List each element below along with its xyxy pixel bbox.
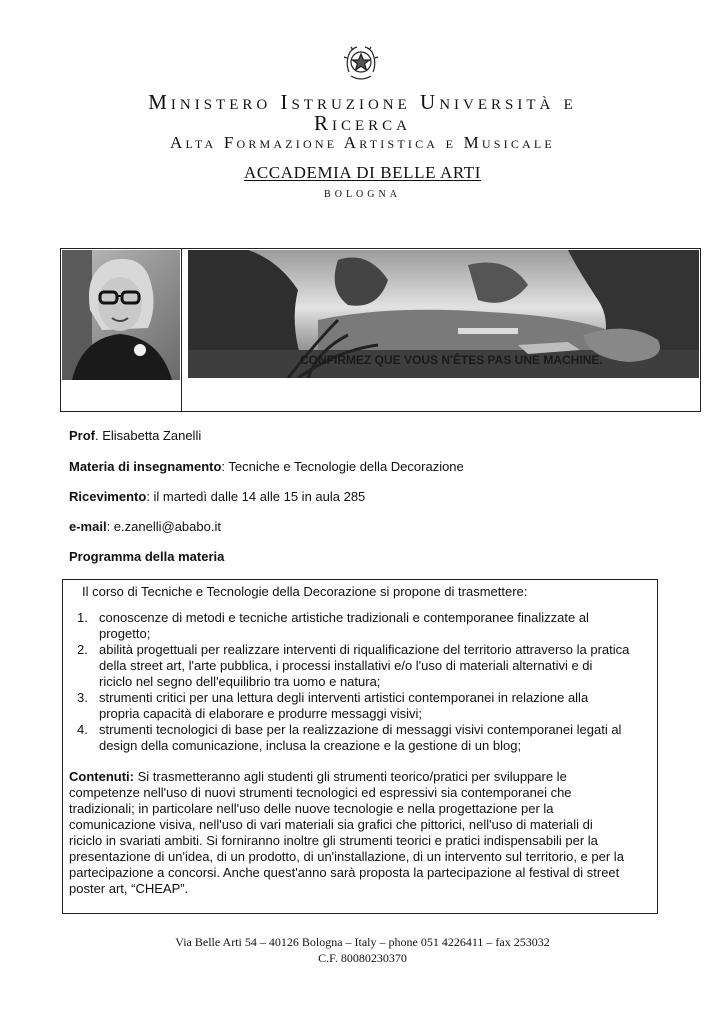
subject-label: Materia di insegnamento (69, 459, 222, 474)
photo-table-divider (181, 249, 182, 411)
footer-tax-code: C.F. 80080230370 (318, 951, 407, 965)
objective-text-line: della street art, l'arte pubblica, i processi installativi e/o l'uso di materiali alternativi e di (99, 658, 593, 673)
ministry-line-1: Ministero Istruzione Università e (148, 90, 577, 114)
subject-value: : Tecniche e Tecnologie della Decorazione (221, 459, 464, 474)
objective-item (69, 610, 653, 642)
banner-caption: CONFIRMEZ QUE VOUS N'ÊTES PAS UNE MACHINE. (300, 353, 603, 367)
contents-line: riciclo in svariati ambiti. Si forniranno inoltre gli strumenti teorici e pratici indispensabili per la (69, 833, 598, 848)
accademia-name: ACCADEMIA DI BELLE ARTI (243, 163, 482, 182)
city-name: BOLOGNA (324, 189, 401, 200)
subject-line (69, 459, 464, 475)
objective-text-line: progetto; (99, 626, 151, 641)
contents-line: comunicazione visiva, nell'uso di vari materiali sia grafici che pittorici, nell'uso di materiali di (69, 817, 593, 832)
portrait-photo (62, 250, 180, 380)
objective-item (69, 722, 653, 754)
photo-table (60, 248, 701, 412)
contents-line (69, 769, 654, 785)
objective-text-line: riciclo nel segno dell'equilibrio tra uomo e natura; (99, 674, 381, 689)
program-intro: Il corso di Tecniche e Tecnologie della Decorazione si propone di trasmettere: (82, 584, 528, 599)
contents-line: poster art, “CHEAP”. (69, 881, 189, 896)
accademia-title (0, 163, 725, 183)
email-value: : e.zanelli@ababo.it (106, 519, 221, 534)
professor-name: . Elisabetta Zanelli (95, 428, 202, 443)
objective-text-line: design della comunicazione, inclusa la creazione e la gestione di un blog; (99, 738, 522, 753)
afam-title: Alta Formazione Artistica e Musicale (170, 133, 555, 152)
contents-text: Si trasmetteranno agli studenti gli strumenti teorico/pratici per sviluppare le (133, 769, 567, 784)
professor-label: Prof (69, 428, 95, 443)
objective-item (69, 642, 653, 690)
objective-text-line: conoscenze di metodi e tecniche artistiche tradizionali e contemporanee finalizzate al (99, 610, 589, 625)
program-heading-text: Programma della materia (69, 549, 225, 564)
objective-text-line: strumenti critici per una lettura degli interventi artistici contemporanei in relazione alla (99, 690, 589, 705)
contents-line: partecipazione a concorsi. Anche quest'anno sarà proposta la partecipazione al festival di street (69, 865, 620, 880)
office-hours-line (69, 489, 365, 505)
street-art-banner-photo (188, 250, 699, 378)
contents-line: competenze nell'uso di nuovi strumenti tecnologici ed espressivi sia contemporanei che (69, 785, 572, 800)
ministry-line-2: Ricerca (313, 111, 411, 135)
objective-text-line: strumenti tecnologici di base per la realizzazione di messaggi visivi contemporanei legati al (99, 722, 622, 737)
footer (0, 934, 725, 966)
objective-number: 1. (77, 610, 88, 625)
contents-label: Contenuti: (69, 769, 134, 784)
objective-number: 3. (77, 690, 88, 705)
contents-line: presentazione di un'idea, di un prodotto, di un'installazione, di un intervento sul territorio, e per la (69, 849, 624, 864)
objective-item (69, 690, 653, 722)
footer-address: Via Belle Arti 54 – 40126 Bologna – Italy – phone 051 4226411 – fax 253032 (175, 935, 550, 949)
ministry-title (0, 92, 725, 134)
office-hours-label: Ricevimento (69, 489, 147, 504)
email-line (69, 519, 221, 535)
email-label: e-mail (69, 519, 107, 534)
italian-republic-emblem-icon (341, 42, 381, 84)
program-box (62, 579, 658, 914)
objective-text-line: abilità progettuali per realizzare interventi di riqualificazione del territorio attraverso la pratica (99, 642, 630, 657)
objectives-list (69, 610, 653, 754)
objective-number: 2. (77, 642, 88, 657)
contents-line: tradizionali; in particolare nell'uso delle nuove tecnologie e nella progettazione per la (69, 801, 554, 816)
professor-line (69, 428, 201, 444)
office-hours-value: : il martedì dalle 14 alle 15 in aula 285 (146, 489, 366, 504)
objective-text-line: propria capacità di elaborare e produrre messaggi visivi; (99, 706, 422, 721)
objective-number: 4. (77, 722, 88, 737)
contents-paragraph (69, 769, 654, 897)
program-heading (69, 549, 224, 565)
